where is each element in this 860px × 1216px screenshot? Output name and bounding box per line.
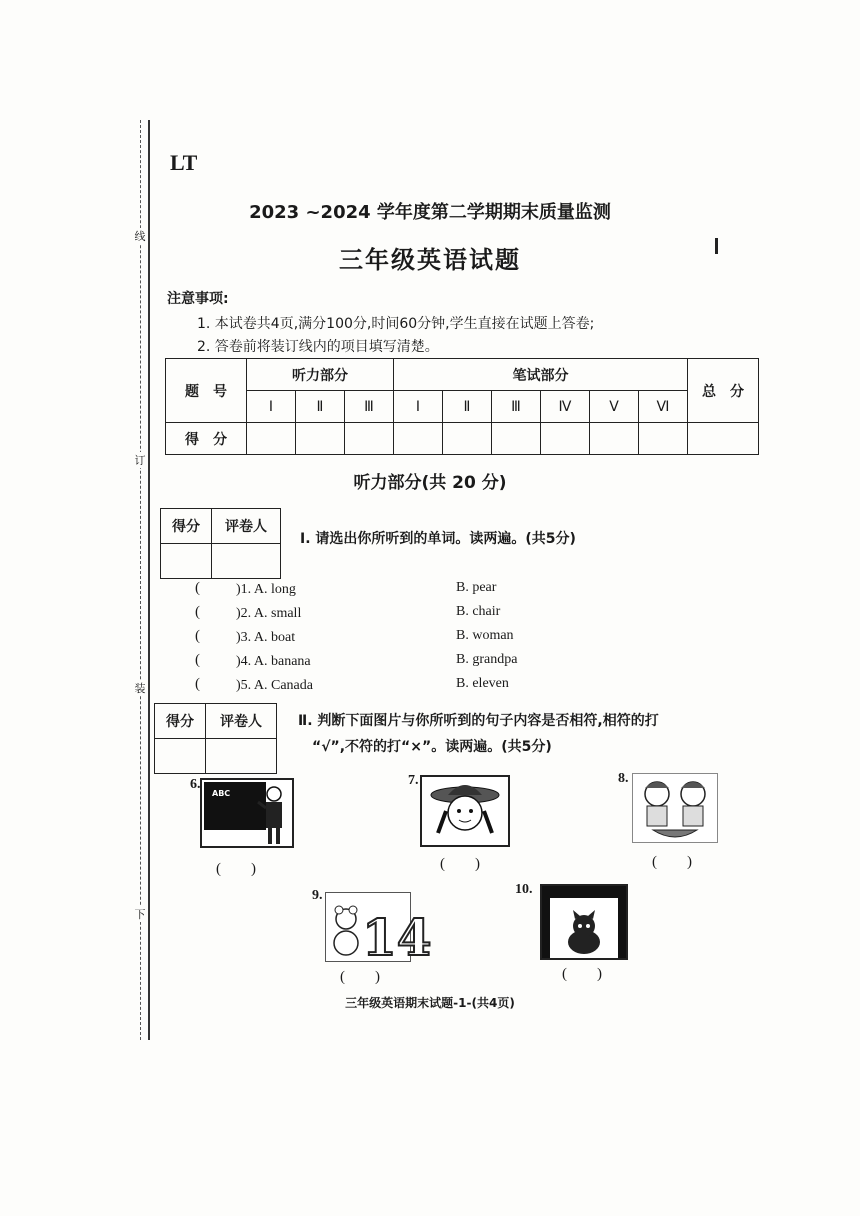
picture-number: 10. <box>515 882 533 897</box>
answer-paren[interactable]: ( <box>195 652 200 668</box>
score-cell[interactable] <box>639 423 688 455</box>
picture-teacher-blackboard <box>200 778 294 848</box>
binding-char: 订 <box>134 454 146 467</box>
notice-line: 2. 答卷前将装订线内的项目填写清楚。 <box>197 339 439 355</box>
grader-score-label: 得分 <box>155 704 206 739</box>
picture-bear-number <box>325 892 432 967</box>
writing-header: 笔试部分 <box>394 359 688 391</box>
picture-number: 8. <box>618 771 629 786</box>
grader-box <box>160 508 281 579</box>
answer-paren[interactable]: ( <box>195 628 200 644</box>
answer-paren[interactable]: ( <box>195 604 200 620</box>
option-a: )4. A. banana <box>236 654 311 669</box>
score-cell[interactable] <box>492 423 541 455</box>
score-cell[interactable] <box>345 423 394 455</box>
notice-line: 1. 本试卷共4页,满分100分,时间60分钟,学生直接在试题上答卷; <box>197 316 595 332</box>
year-title: 2023 ~2024 学年度第二学期期末质量监测 <box>249 202 611 223</box>
option-b: B. pear <box>456 580 497 595</box>
picture-number: 6. <box>190 777 201 792</box>
board-text: ABC <box>212 789 231 798</box>
page-footer: 三年级英语期末试题-1-(共4页) <box>345 996 515 1010</box>
col-header: Ⅵ <box>639 391 688 423</box>
question-number-header: 题 号 <box>166 359 247 423</box>
grader-name-cell[interactable] <box>206 739 277 774</box>
option-b: B. chair <box>456 604 501 619</box>
col-header: Ⅲ <box>345 391 394 423</box>
score-table <box>165 358 759 455</box>
answer-paren[interactable]: ( ) <box>216 861 256 877</box>
option-a: )2. A. small <box>236 606 302 621</box>
teacher-blackboard-icon <box>202 780 292 846</box>
grader-name-label: 评卷人 <box>206 704 277 739</box>
part2-instruction-line1: Ⅱ. 判断下面图片与你所听到的句子内容是否相符,相符的打 <box>298 713 659 729</box>
answer-paren[interactable]: ( <box>195 676 200 692</box>
kids-watermelon-icon <box>633 774 717 842</box>
col-header: Ⅰ <box>247 391 296 423</box>
girl-hat-icon <box>422 777 508 845</box>
grader-score-label: 得分 <box>161 509 212 544</box>
ink-mark <box>715 238 718 254</box>
listening-header: 听力部分 <box>247 359 394 391</box>
part1-instruction: Ⅰ. 请选出你所听到的单词。读两遍。(共5分) <box>300 531 576 547</box>
col-header: Ⅱ <box>443 391 492 423</box>
col-header: Ⅳ <box>541 391 590 423</box>
score-cell[interactable] <box>688 423 759 455</box>
grader-score-cell[interactable] <box>161 544 212 579</box>
score-cell[interactable] <box>394 423 443 455</box>
picture-cat-door <box>540 884 628 960</box>
bear-digits: 14 <box>362 908 432 967</box>
answer-paren[interactable]: ( ) <box>562 966 602 982</box>
binding-char: 线 <box>134 230 146 243</box>
total-header: 总 分 <box>688 359 759 423</box>
option-a: )3. A. boat <box>236 630 296 645</box>
score-cell[interactable] <box>443 423 492 455</box>
binding-char: 下 <box>134 908 146 921</box>
grader-box <box>154 703 277 774</box>
col-header: Ⅱ <box>296 391 345 423</box>
answer-paren[interactable]: ( ) <box>340 969 380 985</box>
cat-door-icon <box>542 886 626 958</box>
score-cell[interactable] <box>247 423 296 455</box>
grader-name-label: 评卷人 <box>212 509 281 544</box>
score-cell[interactable] <box>296 423 345 455</box>
score-cell[interactable] <box>541 423 590 455</box>
listening-section-title: 听力部分(共 20 分) <box>353 473 507 493</box>
option-a: )1. A. long <box>236 582 296 597</box>
score-row-label: 得 分 <box>166 423 247 455</box>
option-b: B. grandpa <box>456 652 518 667</box>
score-cell[interactable] <box>590 423 639 455</box>
picture-number: 7. <box>408 773 419 788</box>
exam-title: 三年级英语试题 <box>339 246 521 274</box>
bear-number-icon <box>326 893 432 967</box>
picture-number: 9. <box>312 888 323 903</box>
part2-instruction-line2: “√”,不符的打“×”。读两遍。(共5分) <box>312 739 552 755</box>
answer-paren[interactable]: ( ) <box>652 854 692 870</box>
picture-girl-hat <box>420 775 510 847</box>
notice-title: 注意事项: <box>167 291 229 307</box>
col-header: Ⅰ <box>394 391 443 423</box>
option-b: B. eleven <box>456 676 509 691</box>
grader-name-cell[interactable] <box>212 544 281 579</box>
col-header: Ⅴ <box>590 391 639 423</box>
answer-paren[interactable]: ( <box>195 580 200 596</box>
grader-score-cell[interactable] <box>155 739 206 774</box>
picture-kids-watermelon <box>632 773 718 843</box>
answer-paren[interactable]: ( ) <box>440 856 480 872</box>
exam-code: LT <box>170 150 198 175</box>
option-b: B. woman <box>456 628 514 643</box>
option-a: )5. A. Canada <box>236 678 313 693</box>
col-header: Ⅲ <box>492 391 541 423</box>
binding-char: 装 <box>134 682 146 695</box>
